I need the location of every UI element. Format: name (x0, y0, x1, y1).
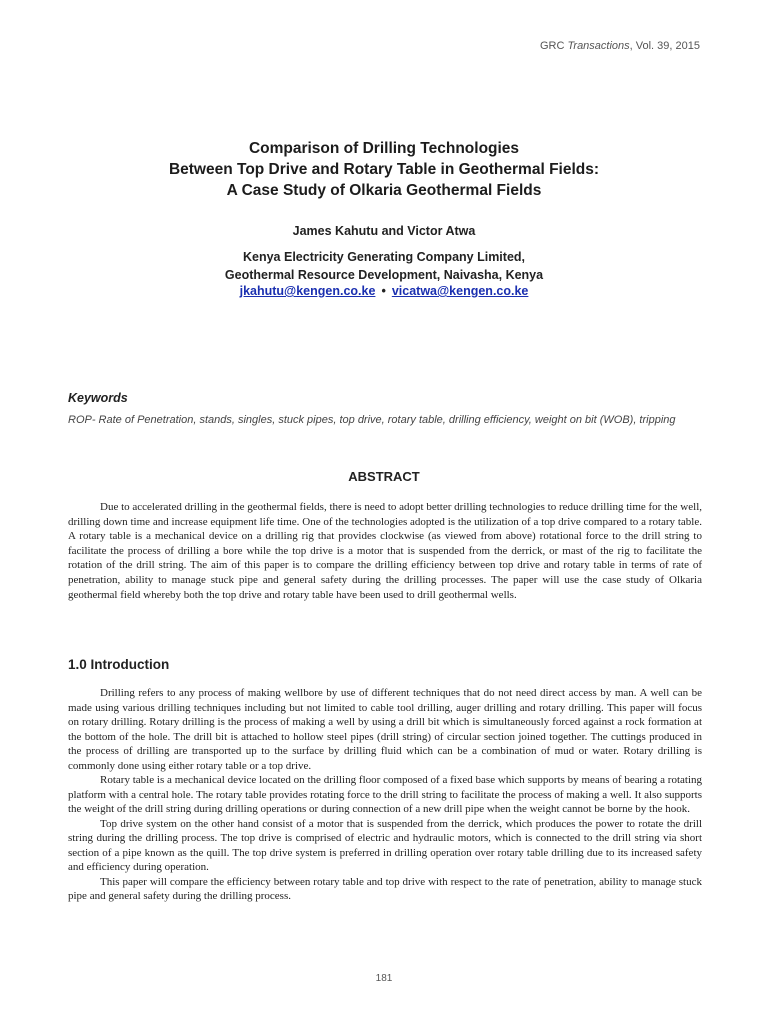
title-line: A Case Study of Olkaria Geothermal Fields (226, 182, 542, 199)
introduction-body (68, 686, 702, 904)
volume-year: , Vol. 39, 2015 (629, 40, 700, 52)
journal-series: Transactions (567, 40, 630, 52)
paper-title (0, 138, 768, 201)
affiliation-line: Kenya Electricity Generating Company Limited, (242, 250, 526, 264)
keywords-text: ROP- Rate of Penetration, stands, singles, stuck pipes, top drive, rotary table, drilling efficiency, weight on bit (WOB), tripping (68, 414, 676, 426)
running-header (540, 40, 700, 52)
journal-name: GRC (539, 40, 565, 52)
keywords-heading: Keywords (68, 391, 128, 405)
abstract-heading: ABSTRACT (348, 469, 420, 484)
title-line: Between Top Drive and Rotary Table in Geothermal Fields: (168, 161, 600, 178)
introduction-paragraph: Drilling refers to any process of making wellbore by use of different techniques that do not need direct access by man. A well can be made using various drilling techniques including but not limited to cable tool drilling, auger drilling and rotary drilling. This paper will focus on rotary drilling. Rotary drilling is the process of making a well by using a drill bit which is simultaneously forced against a rock formation at the bottom of the hole. The drill bit is attached to hollow steel pipes (drill string) of circular section joined together. The cuttings produced in the process of drilling are transported up to the surface by drilling fluid which can be a combination of mud or water. Rotary drilling is commonly done using either rotary table or a top drive. (68, 687, 702, 772)
abstract-body (68, 500, 702, 602)
abstract-paragraph: Due to accelerated drilling in the geothermal fields, there is need to adopt better drilling technologies to reduce drilling time for the well, drilling down time and increase equipment life time. One of the technologies adopted is the utilization of a top drive compared to a rotary table. A rotary table is a mechanical device on a drilling rig that provides clockwise (as viewed from above) rotational force to the drill string to facilitate the process of drilling a bore while the top drive is a motor that is suspended from the derrick, or mast of the rig to facilitate the rotation of the drill string. The aim of this paper is to compare the drilling efficiency between top drive and rotary table in terms of rate of penetration, ability to manage stuck pipe and general safety during the drilling processes. The paper will use the case study of Olkaria geothermal field whereby both the top drive and rotary table have been used to drill geothermal wells. (68, 501, 702, 601)
introduction-paragraph: Top drive system on the other hand consist of a motor that is suspended from the derrick, which produces the power to rotate the drill string during the drilling process. The top drive is comprised of electric and hydraulic motors, which is connected to the drill string via short section of a pipe known as the quill. The top drive system is preferred in drilling operation over rotary table drilling due to its increased safety and efficiency during operation. (68, 817, 702, 873)
title-line: Comparison of Drilling Technologies (248, 140, 520, 157)
introduction-heading: 1.0 Introduction (68, 657, 170, 672)
affiliation (0, 248, 768, 284)
page-number: 181 (375, 973, 393, 984)
email-separator: • (381, 284, 386, 298)
introduction-paragraph: Rotary table is a mechanical device located on the drilling floor composed of a fixed base which supports by means of bearing a rotating platform with a central hole. The rotary table provides rotating force to the drill string to facilitate the process of making a well. It also supports the weight of the drill string during drilling operations or during connection of a new drill pipe when the weight cannot be borne by the hook. (68, 774, 702, 815)
authors: James Kahutu and Victor Atwa (292, 224, 476, 238)
introduction-paragraph: This paper will compare the efficiency between rotary table and top drive with respect to the rate of penetration, ability to manage stuck pipe and general safety during the drilling process. (68, 875, 702, 902)
email-link-atwa[interactable]: vicatwa@kengen.co.ke (391, 284, 529, 298)
email-link-kahutu[interactable]: jkahutu@kengen.co.ke (239, 284, 376, 298)
author-emails (0, 284, 768, 298)
affiliation-line: Geothermal Resource Development, Naivasha, Kenya (224, 268, 544, 282)
